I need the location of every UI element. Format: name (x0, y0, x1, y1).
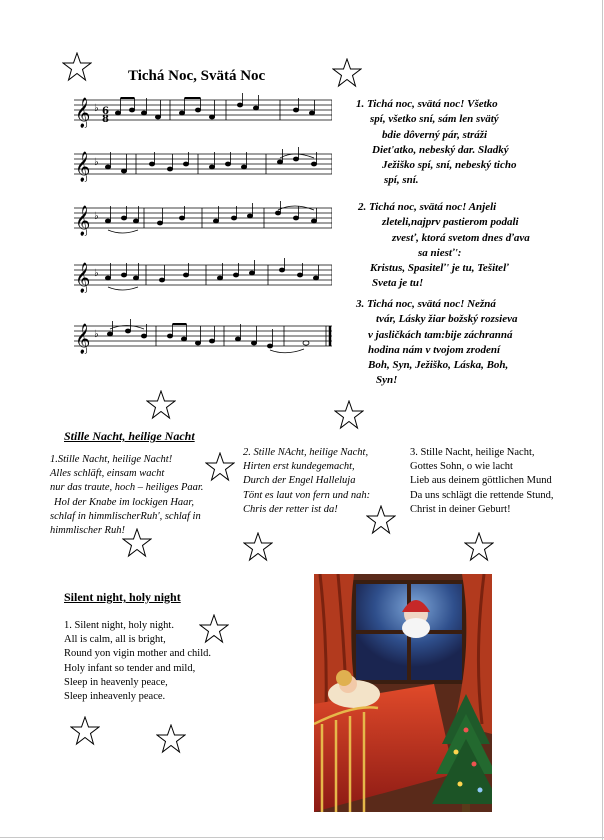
music-staff (74, 146, 332, 182)
svg-text:𝄞: 𝄞 (75, 206, 91, 236)
german-verse-2: 2. Stille NAcht, heilige Nacht, Hirten erst kundegemacht, Durch der Engel Halleluja Tönt es laut von fern und nah: Chris der retter ist da! (243, 447, 371, 515)
star-icon (243, 532, 273, 562)
music-staff (74, 92, 332, 128)
christmas-illustration (314, 574, 492, 812)
star-icon (205, 452, 235, 482)
svg-text:♭: ♭ (94, 103, 99, 114)
star-icon (146, 390, 176, 420)
svg-text:𝄞: 𝄞 (75, 324, 91, 354)
star-icon (156, 724, 186, 754)
page-border-bottom (0, 837, 604, 838)
star-icon (464, 532, 494, 562)
svg-text:𝄞: 𝄞 (75, 98, 91, 128)
star-icon (70, 716, 100, 746)
slovak-verse-1: 1. Tichá noc, svätá noc! Všetko spí, všetko sní, sám len svätý bdie dôverný pár, stráži Diet'atko, nebeský dar. Sladký Ježiško spí, sní, nebeský ticho spí, sní. (356, 98, 517, 187)
english-verse-1: 1. Silent night, holy night. All is calm, all is bright, Round yon vigin mother and child. Holy infant so tender and mild, Sleep in heavenly peace, Sleep inheavenly peace. (64, 620, 211, 703)
svg-text:𝄞: 𝄞 (75, 263, 91, 293)
svg-text:𝄞: 𝄞 (75, 152, 91, 182)
german-verse-3: 3. Stille Nacht, heilige Nacht, Gottes Sohn, o wie lacht Lieb aus deinem göttlichen Mund Da uns schlägt die rettende Stund, Christ in deiner Geburt! (410, 447, 554, 515)
star-icon (62, 52, 92, 82)
english-heading: Silent night, holy night (64, 590, 181, 604)
svg-text:♭: ♭ (94, 268, 99, 279)
music-staff (74, 200, 332, 236)
song-title: Tichá Noc, Svätá Noc (128, 68, 266, 84)
star-icon (332, 58, 362, 88)
svg-text:♭: ♭ (94, 157, 99, 168)
german-heading: Stille Nacht, heilige Nacht (64, 429, 195, 443)
slovak-verse-2: 2. Tichá noc, svätá noc! Anjeli zleteli,najprv pastierom podali zvesť, ktorá svetom dnes ďava sa niesť': Kristus, Spasiteľ' je tu, Tešiteľ Sveta je tu! (358, 201, 530, 290)
german-verse-1: 1.Stille Nacht, heilige Nacht! Alles schläft, einsam wacht nur das traute, hoch – heiliges Paar. Hol der Knabe im lockigen Haar, schlaf in himmlischerRuh', schlaf in himmlischer Ruh! (50, 454, 204, 537)
svg-text:♭: ♭ (94, 211, 99, 222)
svg-text:8: 8 (102, 114, 109, 125)
page-border-right (602, 0, 603, 840)
star-icon (334, 400, 364, 430)
music-staff (74, 318, 332, 354)
music-staff (74, 257, 332, 293)
svg-text:♭: ♭ (94, 329, 99, 340)
slovak-verse-3: 3. Tichá noc, svätá noc! Nežná tvár, Lásky žiar božský rozsieva v jasličkách tam:bije záchranná hodina nám v tvojom zrodení Boh, Syn, Ježiško, Láska, Boh, Syn! (356, 298, 518, 387)
svg-text:6: 6 (102, 106, 109, 117)
star-icon (366, 505, 396, 535)
